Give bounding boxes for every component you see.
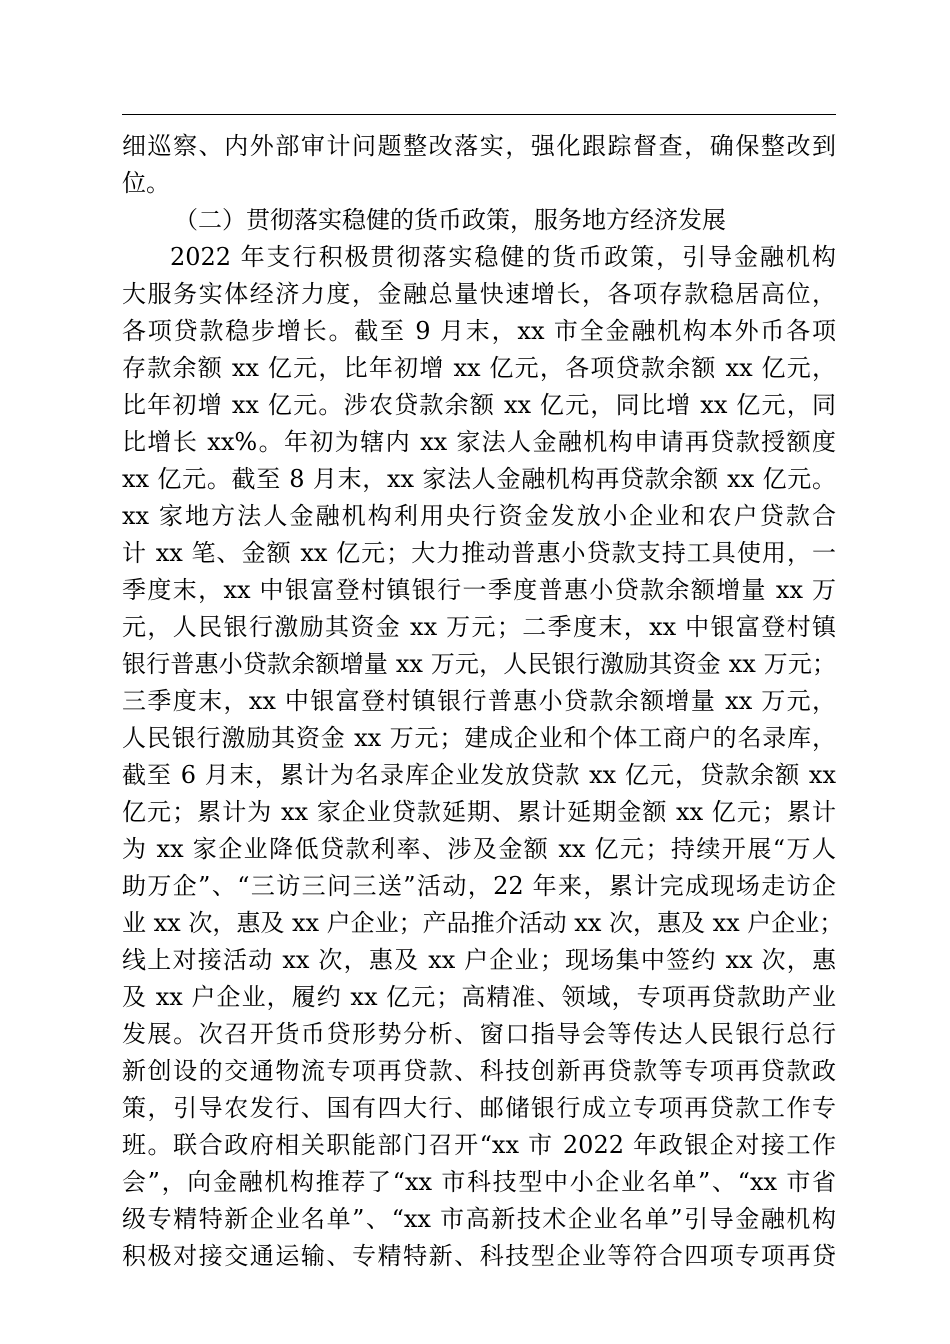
document-body	[122, 128, 844, 1275]
text-line: 策，引导农发行、国有四大行、邮储银行成立专项再贷款工作专	[122, 1094, 836, 1122]
text-line: 线上对接活动 xx 次，惠及 xx 户企业；现场集中签约 xx 次，惠	[122, 946, 836, 974]
text-line: 三季度末，xx 中银富登村镇银行普惠小贷款余额增量 xx 万元，	[122, 687, 836, 715]
section-heading: （二）贯彻落实稳健的货币政策，服务地方经济发展	[174, 206, 726, 234]
text-line: 大服务实体经济力度，金融总量快速增长，各项存款稳居高位，	[122, 280, 836, 308]
text-line: 级专精特新企业名单”、“xx 市高新技术企业名单”引导金融机构	[122, 1205, 836, 1233]
text-line: 各项贷款稳步增长。截至 9 月末，xx 市全金融机构本外币各项	[122, 317, 836, 345]
text-line: 细巡察、内外部审计问题整改落实，强化跟踪督查，确保整改到	[122, 132, 836, 160]
text-line: 位。	[122, 169, 170, 197]
text-line: 班。联合政府相关职能部门召开“xx 市 2022 年政银企对接工作	[122, 1131, 836, 1159]
text-line: 截至 6 月末，累计为名录库企业发放贷款 xx 亿元，贷款余额 xx	[122, 761, 836, 789]
text-line: 业 xx 次，惠及 xx 户企业；产品推介活动 xx 次，惠及 xx 户企业；	[122, 909, 844, 937]
header-rule	[122, 114, 836, 115]
text-line: 亿元；累计为 xx 家企业贷款延期、累计延期金额 xx 亿元；累计	[122, 798, 836, 826]
text-line: 比年初增 xx 亿元。涉农贷款余额 xx 亿元，同比增 xx 亿元，同	[122, 391, 836, 419]
text-line: 人民银行激励其资金 xx 万元；建成企业和个体工商户的名录库，	[122, 724, 836, 752]
text-line: 及 xx 户企业，履约 xx 亿元；高精准、领域，专项再贷款助产业	[122, 983, 836, 1011]
text-line: 季度末，xx 中银富登村镇银行一季度普惠小贷款余额增量 xx 万	[122, 576, 836, 604]
text-line: xx 亿元。截至 8 月末，xx 家法人金融机构再贷款余额 xx 亿元。	[122, 465, 836, 493]
text-line: 积极对接交通运输、专精特新、科技型企业等符合四项专项再贷	[122, 1242, 836, 1270]
text-line: 存款余额 xx 亿元，比年初增 xx 亿元，各项贷款余额 xx 亿元，	[122, 354, 836, 382]
text-line: 计 xx 笔、金额 xx 亿元；大力推动普惠小贷款支持工具使用，一	[122, 539, 836, 567]
text-line: 元，人民银行激励其资金 xx 万元；二季度末，xx 中银富登村镇	[122, 613, 836, 641]
text-line: 发展。次召开货币贷形势分析、窗口指导会等传达人民银行总行	[122, 1020, 836, 1048]
text-line: xx 家地方法人金融机构利用央行资金发放小企业和农户贷款合	[122, 502, 836, 530]
text-line: 助万企”、“三访三问三送”活动，22 年来，累计完成现场走访企	[122, 872, 836, 900]
text-line: 为 xx 家企业降低贷款利率、涉及金额 xx 亿元；持续开展“万人	[122, 835, 836, 863]
text-line: 比增长 xx%。年初为辖内 xx 家法人金融机构申请再贷款授额度	[122, 428, 836, 456]
paragraph-first-line: 2022 年支行积极贯彻落实稳健的货币政策，引导金融机构	[170, 243, 836, 271]
text-line: 会”，向金融机构推荐了“xx 市科技型中小企业名单”、“xx 市省	[122, 1168, 836, 1196]
text-line: 新创设的交通物流专项再贷款、科技创新再贷款等专项再贷款政	[122, 1057, 836, 1085]
text-line: 银行普惠小贷款余额增量 xx 万元，人民银行激励其资金 xx 万元；	[122, 650, 836, 678]
